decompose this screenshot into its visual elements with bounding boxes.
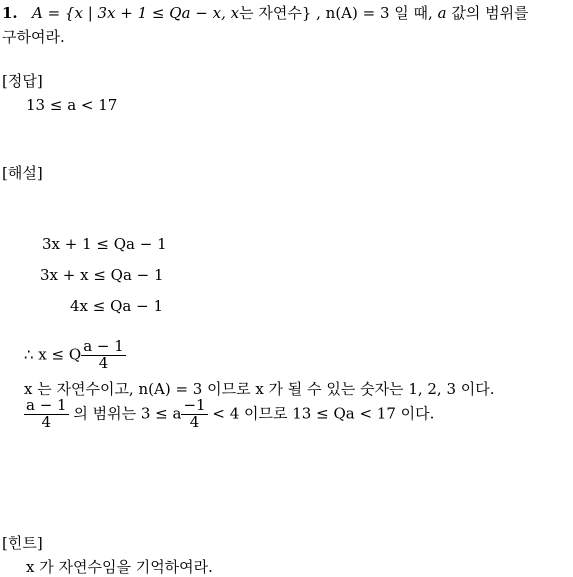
problem-x-variable: x (230, 4, 240, 22)
range-text: 의 범위는 3 ≤ a (73, 404, 182, 423)
range-fraction (24, 398, 69, 431)
solution-line-natural-numbers: x 는 자연수이고, n(A) = 3 이므로 x 가 될 수 있는 숫자는 1, 2, 3 이다. (24, 380, 495, 398)
therefore-expression: ∴ x ≤ Q (24, 345, 82, 364)
solution-equation-2: 3x + x ≤ Qa − 1 (40, 266, 164, 284)
problem-line-2: 구하여라. (2, 28, 65, 46)
solution-range-line (24, 398, 434, 431)
therefore-fraction-denominator: 4 (98, 353, 109, 372)
problem-condition: 는 자연수} , n(A) = 3 일 때, (239, 4, 433, 22)
range-inner-fraction (181, 398, 207, 431)
solution-header: [해설] (2, 164, 43, 182)
hint-header: [힌트] (2, 534, 43, 552)
range-fraction-denominator: 4 (41, 412, 52, 431)
hint-text: x 가 자연수임을 기억하여라. (26, 558, 213, 576)
range-inner-fraction-denominator: 4 (189, 412, 200, 431)
problem-a-variable: a (437, 4, 447, 22)
solution-therefore-line (24, 339, 126, 372)
answer-value: 13 ≤ a < 17 (26, 96, 118, 114)
range-fraction-numerator: a − 1 (26, 396, 67, 414)
range-inner-fraction-numerator: −1 (183, 396, 206, 414)
therefore-fraction (81, 339, 126, 372)
range-conclusion: < 4 이므로 13 ≤ Qa < 17 이다. (212, 404, 435, 423)
problem-line-1 (2, 2, 529, 23)
problem-number: 1. (2, 4, 18, 22)
problem-question: 값의 범위를 (451, 4, 529, 22)
problem-set-definition: A = {x | 3x + 1 ≤ Qa − x, (31, 4, 226, 22)
solution-equation-1: 3x + 1 ≤ Qa − 1 (42, 235, 167, 253)
answer-header: [정답] (2, 72, 43, 90)
solution-equation-3: 4x ≤ Qa − 1 (70, 297, 163, 315)
therefore-fraction-numerator: a − 1 (83, 337, 124, 355)
